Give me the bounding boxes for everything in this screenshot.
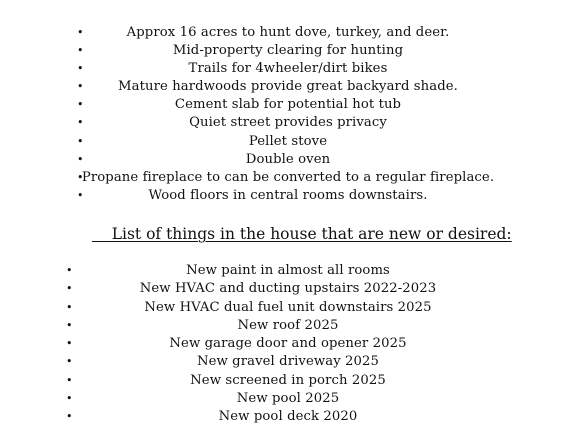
bullet-icon: • bbox=[66, 282, 73, 296]
bullet-icon: • bbox=[66, 355, 73, 369]
bullet-icon: • bbox=[66, 373, 73, 387]
bullet-icon: • bbox=[77, 116, 84, 130]
update-text: New screened in porch 2025 bbox=[190, 372, 386, 388]
list-item bbox=[0, 299, 576, 317]
feature-text: Double oven bbox=[245, 151, 331, 167]
section-heading: List of things in the house that are new or desired: bbox=[92, 225, 512, 243]
feature-text: Mature hardwoods provide great backyard shade. bbox=[118, 79, 458, 95]
bullet-icon: • bbox=[77, 188, 84, 202]
list-item bbox=[0, 169, 576, 187]
list-item bbox=[0, 317, 576, 335]
bullet-icon: • bbox=[66, 392, 73, 406]
list-item bbox=[0, 78, 576, 96]
feature-text: Wood floors in central rooms downstairs. bbox=[148, 187, 428, 203]
feature-text: Trails for 4wheeler/dirt bikes bbox=[188, 61, 388, 77]
list-item bbox=[0, 280, 576, 298]
list-item bbox=[0, 390, 576, 408]
list-item bbox=[0, 408, 576, 426]
update-text: New paint in almost all rooms bbox=[186, 263, 390, 278]
bullet-icon: • bbox=[77, 44, 84, 58]
feature-text: Quiet street provides privacy bbox=[189, 115, 387, 131]
bullet-icon: • bbox=[66, 337, 73, 351]
list-item bbox=[0, 187, 576, 205]
feature-text: Propane fireplace to can be converted to a regular fireplace. bbox=[81, 169, 495, 185]
list-item bbox=[0, 353, 576, 371]
list-item bbox=[0, 335, 576, 353]
feature-text: Mid-property clearing for hunting bbox=[172, 43, 404, 59]
bullet-icon: • bbox=[77, 98, 84, 112]
update-text: New pool 2025 bbox=[236, 391, 340, 407]
bullet-icon: • bbox=[66, 264, 73, 277]
update-text: New HVAC dual fuel unit downstairs 2025 bbox=[144, 299, 432, 315]
update-text: New pool deck 2020 bbox=[218, 409, 358, 425]
feature-text: Approx 16 acres to hunt dove, turkey, and deer. bbox=[126, 25, 450, 40]
update-text: New HVAC and ducting upstairs 2022-2023 bbox=[139, 281, 437, 297]
bullet-icon: • bbox=[77, 62, 84, 76]
bullet-icon: • bbox=[77, 26, 84, 39]
bullet-icon: • bbox=[66, 318, 73, 332]
bullet-icon: • bbox=[77, 134, 84, 148]
list-item bbox=[0, 151, 576, 169]
feature-text: Pellet stove bbox=[248, 133, 328, 149]
update-text: New gravel driveway 2025 bbox=[196, 354, 380, 370]
list-item bbox=[0, 114, 576, 132]
bullet-icon: • bbox=[66, 410, 73, 424]
updates-list bbox=[0, 262, 576, 427]
list-item bbox=[0, 60, 576, 78]
list-item bbox=[0, 96, 576, 114]
bullet-icon: • bbox=[77, 80, 84, 94]
bullet-icon: • bbox=[66, 300, 73, 314]
list-item bbox=[0, 372, 576, 390]
features-list bbox=[0, 24, 576, 205]
update-text: New garage door and opener 2025 bbox=[169, 336, 407, 352]
bullet-icon: • bbox=[77, 170, 84, 184]
update-text: New roof 2025 bbox=[237, 317, 339, 333]
bullet-icon: • bbox=[77, 152, 84, 166]
feature-text: Cement slab for potential hot tub bbox=[174, 97, 402, 113]
list-item bbox=[0, 24, 576, 42]
list-item bbox=[0, 42, 576, 60]
list-item bbox=[0, 133, 576, 151]
list-item bbox=[0, 262, 576, 280]
